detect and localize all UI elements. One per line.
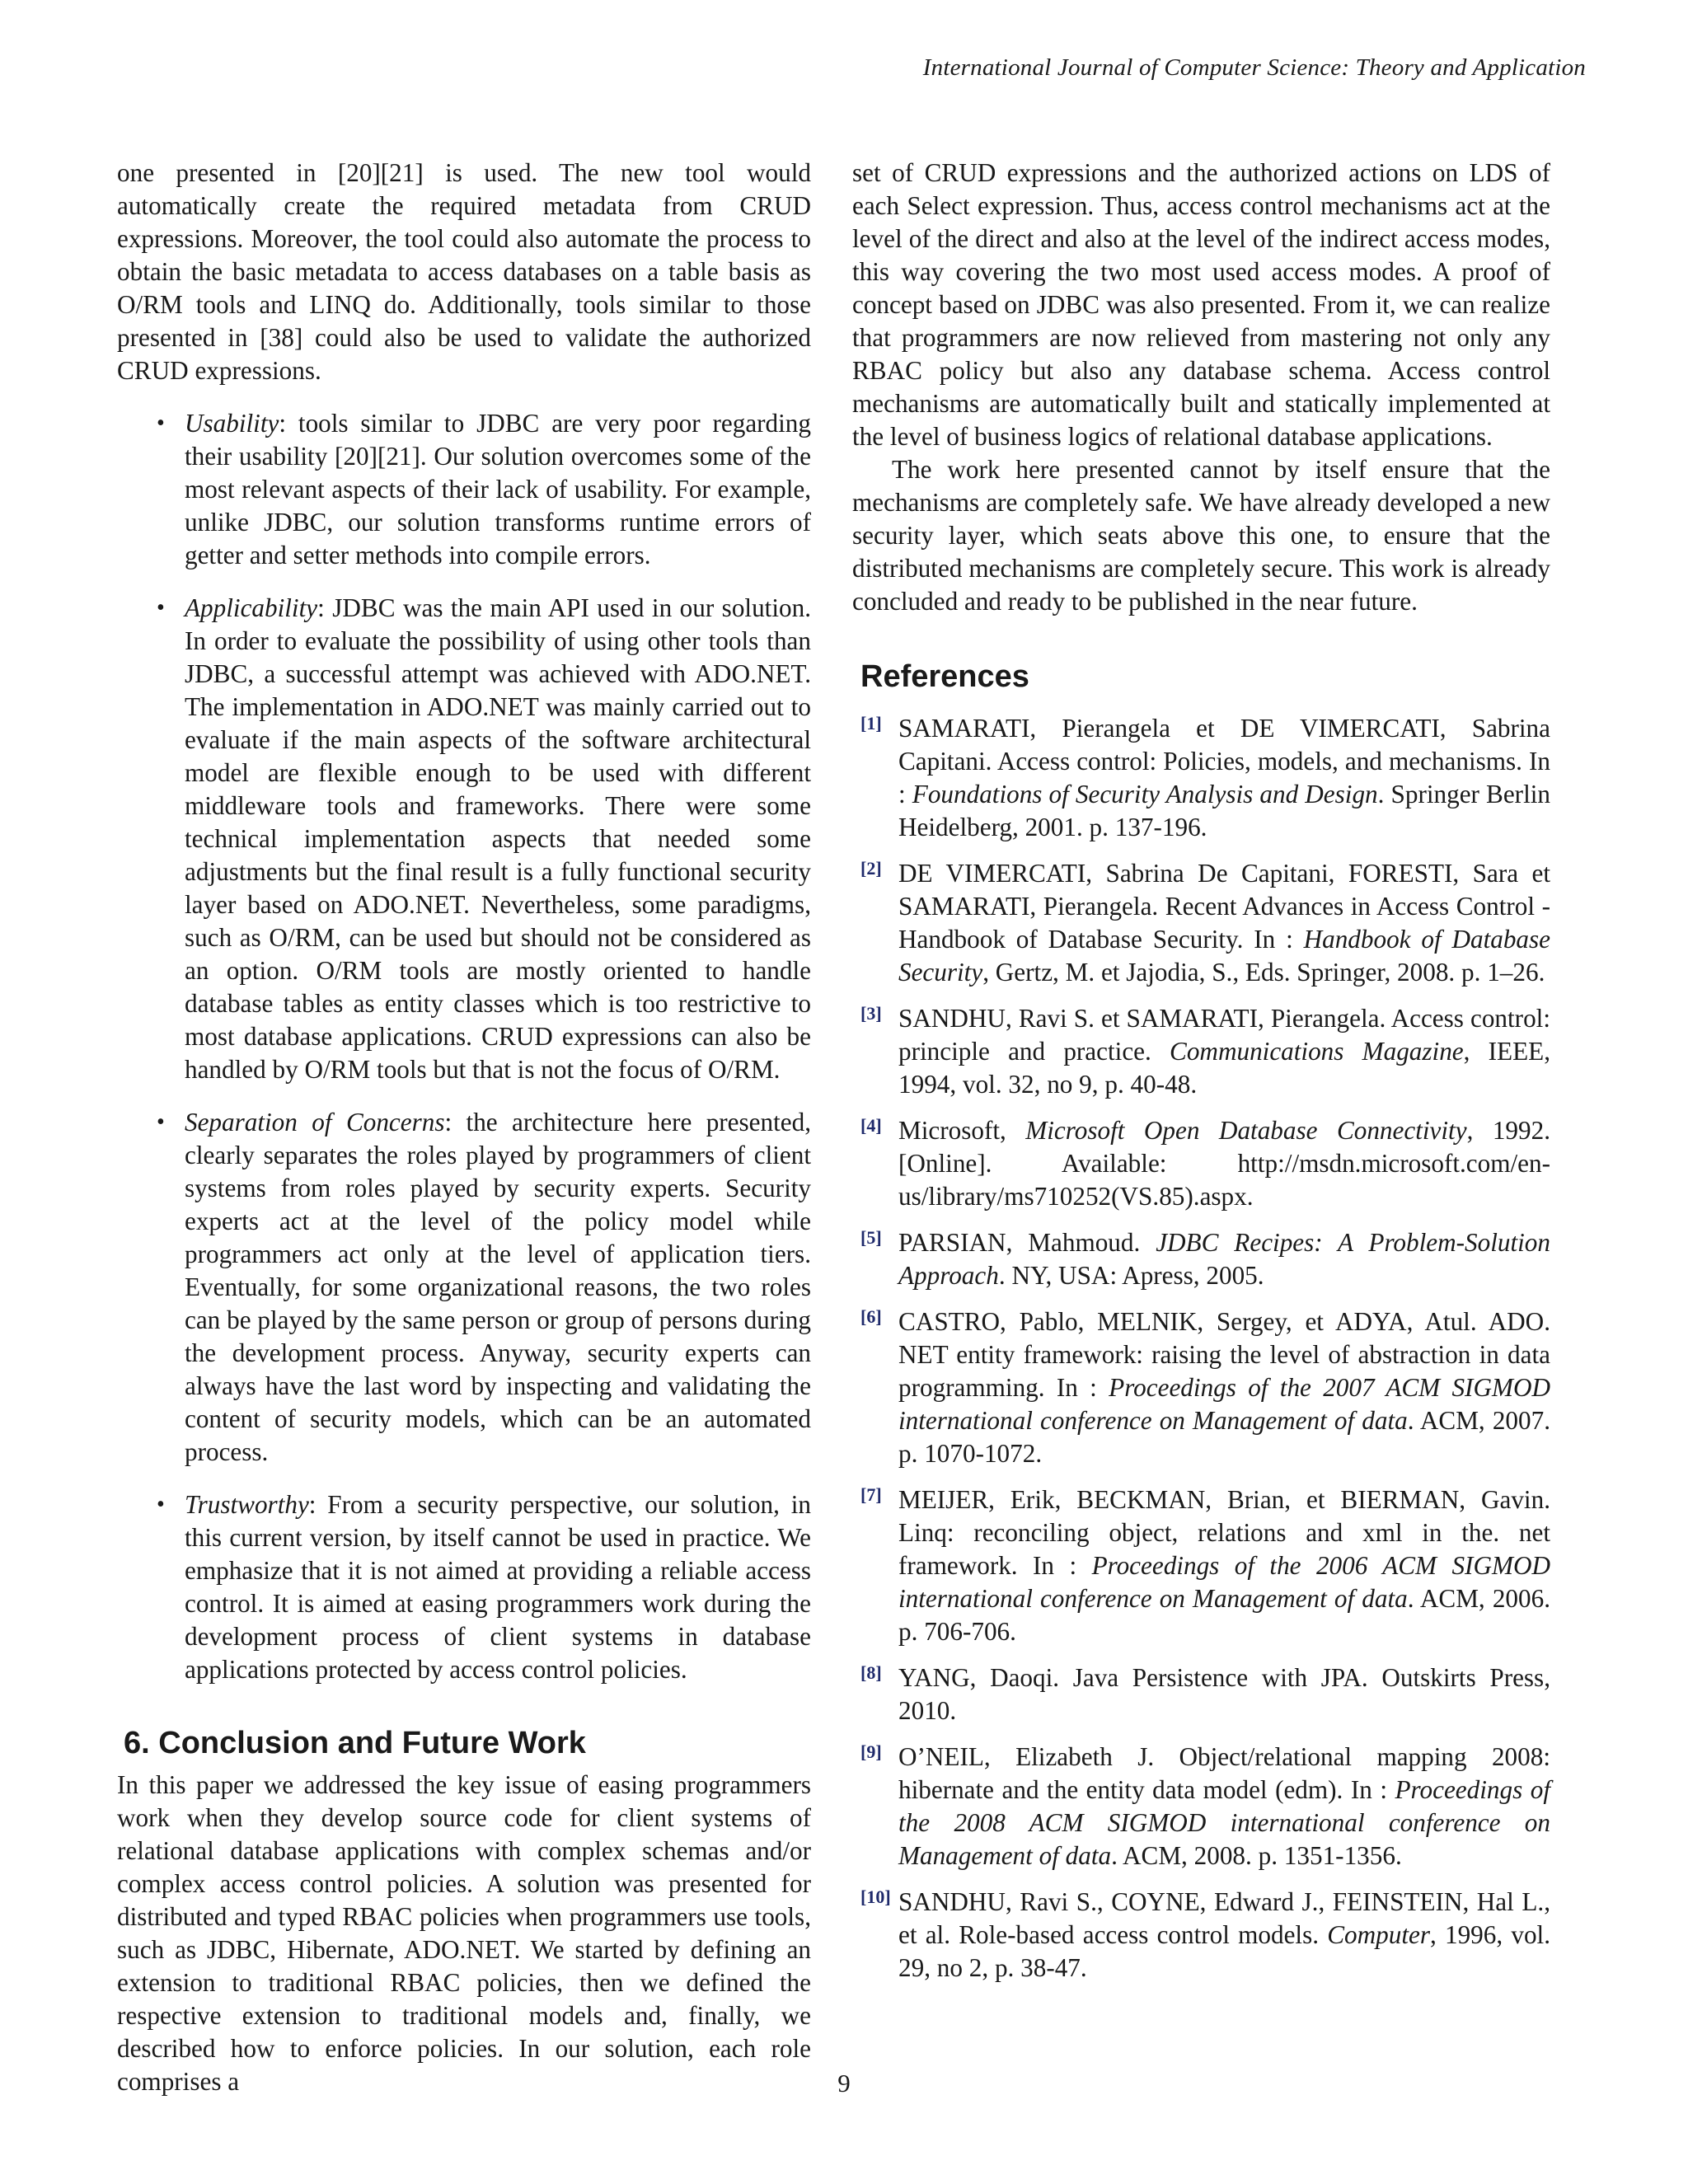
reference-text: MEIJER, Erik, BECKMAN, Brian, et BIERMAN, Gavin. Linq: reconciling object, relations and xml in the. net framework. In : bbox=[898, 1485, 1550, 1580]
reference-italic: JDBC Recipes: A Problem-Solution Approach bbox=[898, 1228, 1550, 1290]
reference-text-end: , IEEE, 1994, vol. 32, no 9, p. 40-48. bbox=[898, 1037, 1550, 1099]
reference-item bbox=[852, 1741, 1550, 1872]
reference-number[interactable]: [10] bbox=[860, 1886, 891, 1907]
reference-text: YANG, Daoqi. Java Persistence with JPA. Outskirts Press, 2010. bbox=[898, 1663, 1550, 1725]
reference-item bbox=[852, 1886, 1550, 1985]
continuation-paragraph: one presented in [20][21] is used. The new tool would automatically create the required metadata from CRUD expressions. Moreover, the tool could also automate the process to obtain the basic metadata to access databases on a table basis as O/RM tools and LINQ do. Additionally, tools similar to those presented in [38] could also be used to validate the authorized CRUD expressions. bbox=[117, 158, 811, 385]
reference-italic: Proceedings of the 2006 ACM SIGMOD international conference on Management of data bbox=[898, 1551, 1550, 1613]
reference-italic: Proceedings of the 2007 ACM SIGMOD international conference on Management of data bbox=[898, 1373, 1550, 1435]
reference-text: SANDHU, Ravi S., COYNE, Edward J., FEINSTEIN, Hal L., et al. Role-based access control models. bbox=[898, 1887, 1550, 1949]
conclusion-continuation-paragraph: set of CRUD expressions and the authorized actions on LDS of each Select expression. Thus, access control mechanisms act at the level of the direct and also at the level of the indirect access modes, this way covering the two most used access modes. A proof of concept based on JDBC was also presented. From it, we can realize that programmers are now relieved from mastering not only any RBAC policy but also any database schema. Access control mechanisms are automatically built and statically implemented at the level of business logics of relational database applications. bbox=[852, 158, 1550, 451]
reference-text-end: , 1996, vol. 29, no 2, p. 38-47. bbox=[898, 1920, 1550, 1982]
bullet-list bbox=[117, 407, 811, 1686]
reference-item bbox=[852, 1226, 1550, 1292]
journal-header: International Journal of Computer Science: Theory and Application bbox=[922, 54, 1586, 81]
bullet-term: Trustworthy bbox=[185, 1490, 309, 1519]
reference-number[interactable]: [3] bbox=[860, 1003, 882, 1024]
section-heading: 6. Conclusion and Future Work bbox=[124, 1726, 586, 1760]
reference-number[interactable]: [5] bbox=[860, 1227, 882, 1248]
reference-item bbox=[852, 1305, 1550, 1470]
reference-number[interactable]: [4] bbox=[860, 1115, 882, 1136]
reference-text-end: . NY, USA: Apress, 2005. bbox=[998, 1261, 1264, 1290]
bullet-text: : From a security perspective, our solution, in this current version, by itself cannot be used in practice. We emphasize that it is not aimed at providing a reliable access control. It is aimed at easing programmers work during the development process of client systems in database applications protected by access control policies. bbox=[185, 1490, 811, 1684]
reference-text-end: , Gertz, M. et Jajodia, S., Eds. Springer, 2008. p. 1–26. bbox=[982, 958, 1545, 987]
reference-number[interactable]: [2] bbox=[860, 858, 882, 879]
bullet-term: Usability bbox=[185, 409, 279, 438]
reference-text-end: . Springer Berlin Heidelberg, 2001. p. 137-196. bbox=[898, 780, 1550, 841]
reference-item bbox=[852, 1114, 1550, 1213]
reference-text: SAMARATI, Pierangela et DE VIMERCATI, Sabrina Capitani. Access control: Policies, models, and mechanisms. In : bbox=[898, 714, 1550, 808]
conclusion-paragraph: In this paper we addressed the key issue of easing programmers work when they develop source code for client systems of relational database applications with complex schemas and/or complex access control policies. A solution was presented for distributed and typed RBAC policies when programmers use tools, such as JDBC, Hibernate, ADO.NET. We started by defining an extension to traditional RBAC policies, then we defined the respective extension to traditional models and, finally, we described how to enforce policies. In our solution, each role comprises a bbox=[117, 1770, 811, 2096]
bullet-term: Separation of Concerns bbox=[185, 1108, 445, 1137]
bullet-item-usability bbox=[117, 407, 811, 572]
reference-text: SANDHU, Ravi S. et SAMARATI, Pierangela. Access control: principle and practice. bbox=[898, 1004, 1550, 1066]
reference-text-end: . ACM, 2008. p. 1351-1356. bbox=[1111, 1841, 1402, 1870]
bullet-item-applicability bbox=[117, 592, 811, 1086]
reference-item bbox=[852, 857, 1550, 989]
reference-italic: Communications Magazine bbox=[1170, 1037, 1464, 1066]
reference-text-end: , 1992. [Online]. Available: http://msdn.microsoft.com/en-us/library/ms710252(VS.85).aspx. bbox=[898, 1116, 1551, 1211]
reference-item bbox=[852, 1661, 1550, 1727]
bullet-text: : JDBC was the main API used in our solution. In order to evaluate the possibility of using other tools than JDBC, a successful attempt was achieved with ADO.NET. The implementation in ADO.NET was mainly carried out to evaluate if the main aspects of the software architectural model are flexible enough to be used with different middleware tools and frameworks. There were some technical implementation aspects that needed some adjustments but the final result is a fully functional security layer based on ADO.NET. Nevertheless, some paradigms, such as O/RM, can be used but should not be considered as an option. O/RM tools are mostly oriented to handle database tables as entity classes which is too restrictive to most database applications. CRUD expressions can also be handled by O/RM tools but that is not the focus of O/RM. bbox=[185, 593, 811, 1084]
bullet-text: : the architecture here presented, clearly separates the roles played by programmers of client systems from roles played by security experts. Security experts act at the level of the policy model while programmers act only at the level of application tiers. Eventually, for some organizational reasons, the two roles can be played by the same person or group of persons during the development process. Anyway, security experts can always have the last word by inspecting and validating the content of security models, which can be an automated process. bbox=[185, 1108, 811, 1466]
reference-italic: Computer bbox=[1327, 1920, 1430, 1949]
reference-number[interactable]: [8] bbox=[860, 1662, 882, 1683]
reference-item bbox=[852, 1002, 1550, 1101]
future-work-paragraph: The work here presented cannot by itself ensure that the mechanisms are completely safe. We have already developed a new security layer, which seats above this one, to ensure that the distributed mechanisms are completely secure. This work is already concluded and ready to be published in the near future. bbox=[852, 455, 1550, 616]
reference-text: Microsoft, bbox=[898, 1116, 1026, 1145]
bullet-icon: • bbox=[157, 1492, 165, 1517]
reference-number[interactable]: [7] bbox=[860, 1484, 882, 1505]
reference-text-end: . ACM, 2007. p. 1070-1072. bbox=[898, 1406, 1550, 1468]
reference-text: CASTRO, Pablo, MELNIK, Sergey, et ADYA, Atul. ADO. NET entity framework: raising the level of abstraction in data programming. In : bbox=[898, 1307, 1550, 1402]
reference-italic: Proceedings of the 2008 ACM SIGMOD international conference on Management of data bbox=[898, 1775, 1550, 1870]
reference-text: PARSIAN, Mahmoud. bbox=[898, 1228, 1156, 1257]
reference-text: DE VIMERCATI, Sabrina De Capitani, FORESTI, Sara et SAMARATI, Pierangela. Recent Advances in Access Control - Handbook of Database Security. In : bbox=[898, 859, 1550, 954]
reference-list bbox=[852, 712, 1550, 1985]
reference-italic: Handbook of Database Security bbox=[898, 925, 1551, 987]
reference-item bbox=[852, 712, 1550, 844]
bullet-icon: • bbox=[157, 595, 165, 621]
bullet-icon: • bbox=[157, 1109, 165, 1135]
bullet-text: : tools similar to JDBC are very poor regarding their usability [20][21]. Our solution overcomes some of the most relevant aspects of their lack of usability. For example, unlike JDBC, our solution transforms runtime errors of getter and setter methods into compile errors. bbox=[185, 409, 811, 569]
reference-number[interactable]: [6] bbox=[860, 1306, 882, 1327]
reference-text: O’NEIL, Elizabeth J. Object/relational mapping 2008: hibernate and the entity data model (edm). In : bbox=[898, 1742, 1550, 1804]
reference-number[interactable]: [9] bbox=[860, 1741, 882, 1762]
right-column bbox=[852, 157, 1550, 1998]
bullet-item-separation-of-concerns bbox=[117, 1106, 811, 1469]
references-heading: References bbox=[860, 659, 1029, 694]
bullet-term: Applicability bbox=[185, 593, 318, 622]
reference-italic: Foundations of Security Analysis and Design bbox=[912, 780, 1378, 808]
reference-number[interactable]: [1] bbox=[860, 713, 882, 733]
bullet-icon: • bbox=[157, 410, 165, 436]
bullet-item-trustworthy bbox=[117, 1488, 811, 1686]
left-column bbox=[117, 157, 811, 2098]
reference-italic: Microsoft Open Database Connectivity bbox=[1025, 1116, 1467, 1145]
page-number: 9 bbox=[837, 2069, 851, 2097]
reference-item bbox=[852, 1483, 1550, 1648]
reference-text-end: . ACM, 2006. p. 706-706. bbox=[898, 1584, 1550, 1646]
